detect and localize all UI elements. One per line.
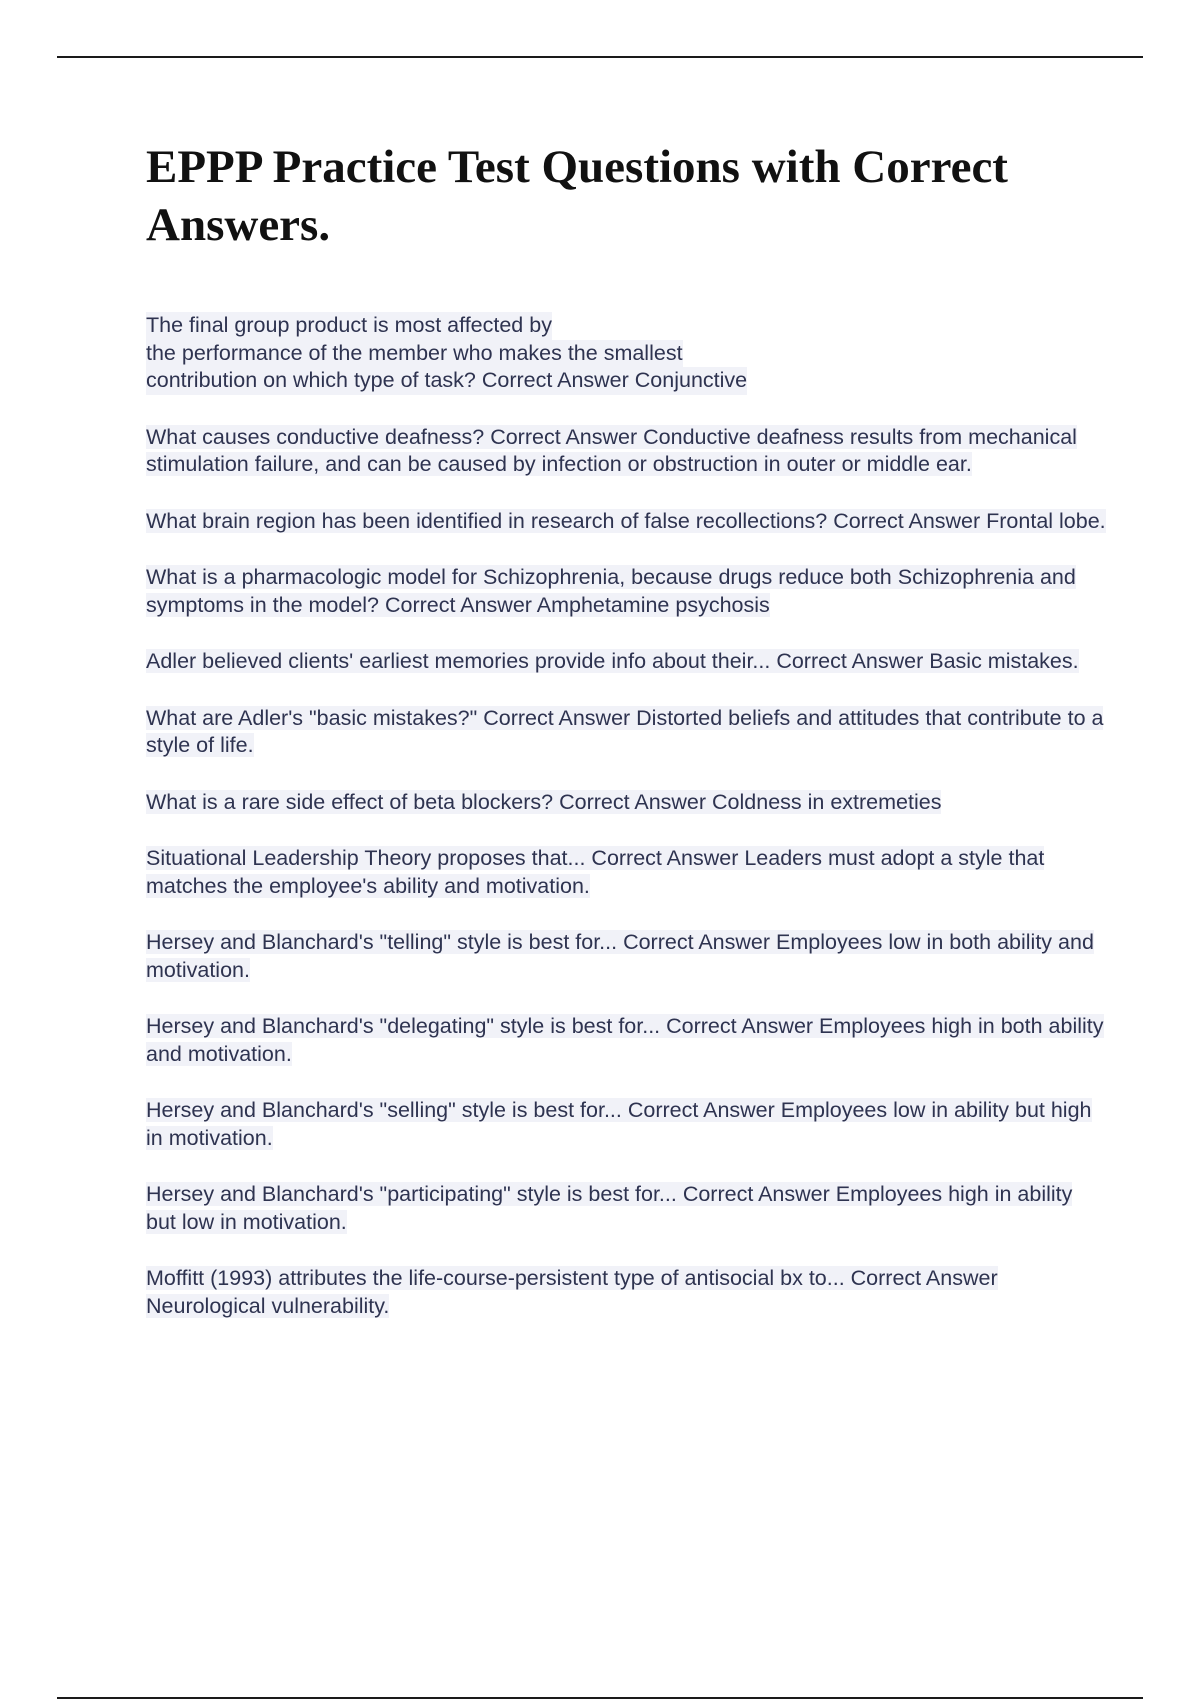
qa-item-13-text: Moffitt (1993) attributes the life-course-persistent type of antisocial bx to... Correct Answer Neurological vulnerability. xyxy=(146,1266,998,1318)
qa-item-5 xyxy=(146,648,1106,676)
qa-item-7 xyxy=(146,789,1106,817)
qa-item-5-text: Adler believed clients' earliest memories provide info about their... Correct Answer Basic mistakes. xyxy=(146,649,1079,673)
qa-item-6-text: What are Adler's "basic mistakes?" Correct Answer Distorted beliefs and attitudes that contribute to a style of life. xyxy=(146,705,1104,757)
qa-item-3-text: What brain region has been identified in research of false recollections? Correct Answer Frontal lobe. xyxy=(146,508,1106,533)
qa-item-6 xyxy=(146,705,1106,760)
qa-item-10-text: Hersey and Blanchard's "delegating" style is best for... Correct Answer Employees high in both ability and motivation. xyxy=(146,1014,1104,1066)
qa-item-11 xyxy=(146,1097,1106,1152)
qa-item-12 xyxy=(146,1181,1106,1236)
qa-item-4-text: What is a pharmacologic model for Schizophrenia, because drugs reduce both Schizophrenia and symptoms in the model? Correct Answer Amphetamine psychosis xyxy=(146,565,1076,617)
top-rule xyxy=(57,56,1143,58)
qa-item-1-line-1: The final group product is most affected by xyxy=(146,312,552,340)
qa-item-9 xyxy=(146,929,1106,984)
qa-item-8-text: Situational Leadership Theory proposes that... Correct Answer Leaders must adopt a style that matches the employee's ability and motivation. xyxy=(146,846,1045,898)
qa-item-2 xyxy=(146,424,1106,479)
qa-item-1-line-2: the performance of the member who makes the smallest xyxy=(146,340,683,368)
qa-item-11-text: Hersey and Blanchard's "selling" style is best for... Correct Answer Employees low in ability but high in motivation. xyxy=(146,1098,1092,1150)
qa-item-8 xyxy=(146,845,1106,900)
qa-item-1 xyxy=(146,312,1106,395)
qa-item-13 xyxy=(146,1265,1106,1320)
qa-item-7-text: What is a rare side effect of beta blockers? Correct Answer Coldness in extremeties xyxy=(146,789,942,814)
qa-item-10 xyxy=(146,1013,1106,1068)
qa-item-4 xyxy=(146,564,1106,619)
qa-item-9-text: Hersey and Blanchard's "telling" style is best for... Correct Answer Employees low in both ability and motivation. xyxy=(146,930,1094,982)
bottom-rule xyxy=(57,1697,1143,1699)
qa-item-2-text: What causes conductive deafness? Correct Answer Conductive deafness results from mechanical stimulation failure, and can be caused by infection or obstruction in outer or middle ear. xyxy=(146,424,1077,476)
page-title: EPPP Practice Test Questions with Correct Answers. xyxy=(146,141,1008,251)
qa-item-1-line-3: contribution on which type of task? Correct Answer Conjunctive xyxy=(146,367,747,395)
qa-item-3 xyxy=(146,508,1106,536)
qa-item-12-text: Hersey and Blanchard's "participating" style is best for... Correct Answer Employees high in ability but low in motivation. xyxy=(146,1182,1073,1234)
qa-list xyxy=(146,312,1106,1349)
